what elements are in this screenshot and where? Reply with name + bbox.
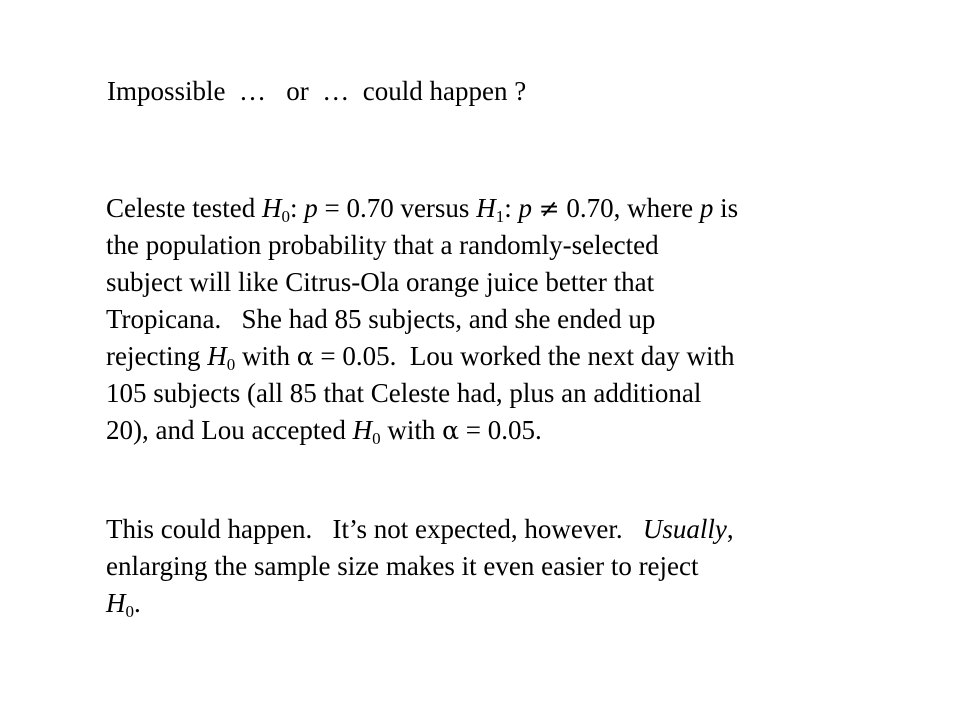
text-line: 105 subjects (all 85 that Celeste had, plus an additional	[106, 378, 702, 408]
alpha-symbol: α	[442, 416, 460, 445]
text-line: 20), and Lou accepted $H_0$ with α = 0.05.	[106, 415, 542, 448]
text-line: Tropicana. She had 85 subjects, and she ended up	[106, 304, 656, 334]
text-line: the population probability that a randomly-selected	[106, 230, 659, 260]
hypothesis-symbol: H	[261, 193, 282, 223]
text-line: Celeste tested $H_0$: p = 0.70 versus $H_1$: p ≠ 0.70, where p is	[106, 193, 739, 226]
text-line: This could happen. It’s not expected, however. Usually,	[106, 514, 734, 544]
text-line: $H_0$.	[106, 588, 141, 621]
hypothesis-symbol: H	[476, 193, 496, 223]
answer-paragraph	[106, 511, 866, 622]
emphasis-usually: Usually	[642, 514, 727, 544]
alpha-symbol: α	[296, 342, 314, 371]
text-line: enlarging the sample size makes it even easier to reject	[106, 551, 699, 581]
slide-title: Impossible … or … could happen ?	[107, 76, 527, 106]
not-equal-symbol: ≠	[538, 194, 560, 223]
text-line: subject will like Citrus-Ola orange juice better that	[106, 267, 655, 297]
hypothesis-symbol: H	[207, 341, 227, 371]
variable-p: p	[699, 193, 714, 223]
hypothesis-symbol: H	[106, 588, 126, 618]
problem-paragraph	[106, 190, 866, 449]
variable-p: p	[304, 193, 318, 223]
text-line: rejecting $H_0$ with α = 0.05. Lou worked the next day with	[106, 341, 735, 374]
hypothesis-symbol: H	[352, 415, 373, 445]
variable-p: p	[518, 193, 532, 223]
